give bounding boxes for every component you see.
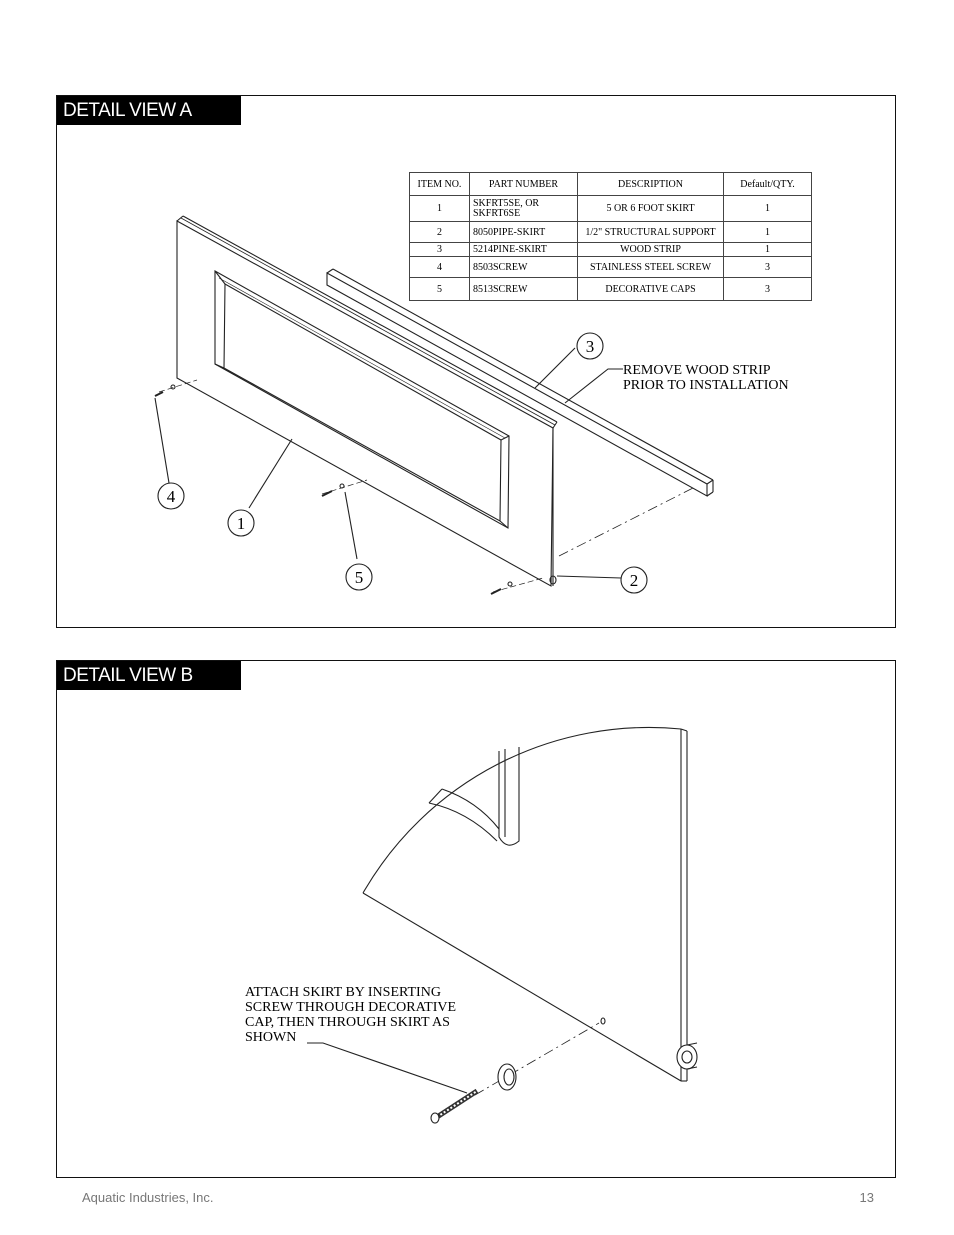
item-no: 5 [410,278,470,301]
attach-skirt-note [245,985,456,1045]
balloon-5: 5 [354,568,364,587]
balloon-3: 3 [585,337,595,356]
note-line: CAP, THEN THROUGH SKIRT AS [245,1015,450,1030]
description: 1/2" STRUCTURAL SUPPORT [578,222,724,243]
part-number-line: SKFRT5SE, OR [473,197,540,209]
qty: 3 [724,257,812,278]
table-row [410,243,812,257]
balloon-1: 1 [236,514,246,533]
qty: 1 [724,222,812,243]
item-no: 1 [410,196,470,222]
table-row [410,222,812,243]
table-row [410,278,812,301]
parts-table [409,172,812,301]
part-number-line: SKFRT6SE [473,207,521,219]
note-line: REMOVE WOOD STRIP [623,363,771,378]
item-no: 3 [410,243,470,257]
parts-table-header [410,173,812,196]
header-qty: Default/QTY. [724,173,812,196]
item-no: 2 [410,222,470,243]
note-line: SCREW THROUGH DECORATIVE [245,1000,457,1015]
header-item-no: ITEM NO. [410,173,470,196]
detail-view-b-panel [56,660,896,1178]
part-number: 8503SCREW [470,257,578,278]
detail-view-b-title: DETAIL VIEW B [57,661,241,690]
note-line: ATTACH SKIRT BY INSERTING [245,985,441,1000]
note-line: PRIOR TO INSTALLATION [623,378,789,393]
part-number: 5214PINE-SKIRT [470,243,578,257]
header-description: DESCRIPTION [578,173,724,196]
detail-view-b-drawing [57,661,897,1179]
qty: 1 [724,196,812,222]
table-row [410,257,812,278]
table-row [410,196,812,222]
description: STAINLESS STEEL SCREW [578,257,724,278]
note-line: SHOWN [245,1030,297,1045]
qty: 3 [724,278,812,301]
qty: 1 [724,243,812,257]
description: DECORATIVE CAPS [578,278,724,301]
description: 5 OR 6 FOOT SKIRT [578,196,724,222]
part-number: 8050PIPE-SKIRT [470,222,578,243]
remove-wood-strip-note [623,363,789,393]
part-number [470,196,578,222]
description: WOOD STRIP [578,243,724,257]
detail-view-a-panel [56,95,896,628]
part-number: 8513SCREW [470,278,578,301]
header-part-number: PART NUMBER [470,173,578,196]
item-no: 4 [410,257,470,278]
page-number: 13 [859,1190,874,1205]
balloon-4: 4 [166,487,176,506]
balloon-2: 2 [629,571,639,590]
detail-view-a-title: DETAIL VIEW A [57,96,241,125]
footer-company-name: Aquatic Industries, Inc. [82,1190,214,1205]
